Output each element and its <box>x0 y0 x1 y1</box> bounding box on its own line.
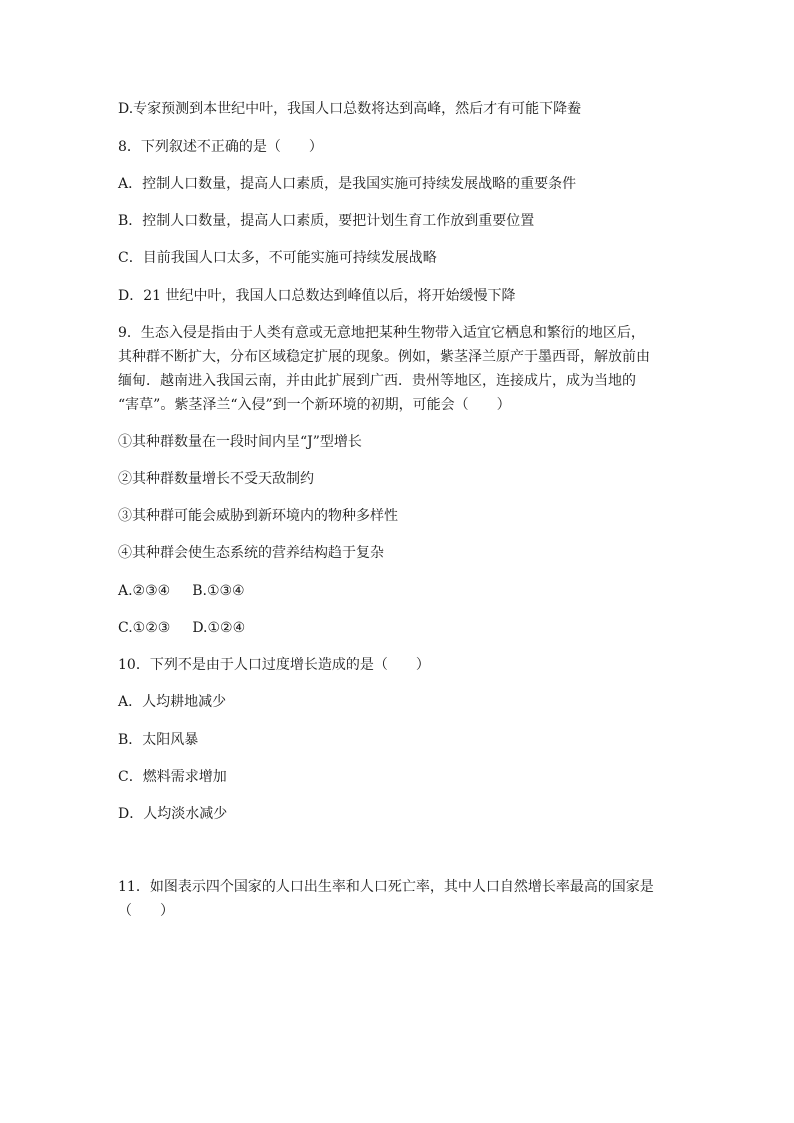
q9-option-b: B.①③④ <box>192 583 245 599</box>
q8-option-a: A．控制人口数量，提高人口素质，是我国实施可持续发展战略的重要条件 <box>118 176 577 192</box>
q10-option-a: A．人均耕地减少 <box>118 694 227 710</box>
q9-stem <box>118 321 684 417</box>
q9-option-c: C.①②③ <box>118 620 171 636</box>
q9-option-a: A.②③④ <box>118 583 171 599</box>
q10-stem: 10．下列不是由于人口过度增长造成的是（ ） <box>118 657 430 673</box>
q9-statement-1: ①其种群数量在一段时间内呈“J”型增长 <box>118 434 362 450</box>
q9-stem-line: “害草”。紫茎泽兰“入侵”到一个新环境的初期，可能会（ ） <box>118 397 511 413</box>
q10-option-c: C．燃料需求增加 <box>118 769 227 785</box>
q9-options-row-1 <box>118 579 678 603</box>
q11-stem <box>118 875 684 923</box>
q9-stem-line: 9．生态入侵是指由于人类有意或无意地把某种生物带入适宜它栖息和繁衍的地区后， <box>118 325 645 341</box>
q10-option-d: D．人均淡水减少 <box>118 806 228 822</box>
q8-option-d: D．21 世纪中叶，我国人口总数达到峰值以后，将开始缓慢下降 <box>118 288 516 304</box>
q8-option-b: B．控制人口数量，提高人口素质，要把计划生育工作放到重要位置 <box>118 213 535 229</box>
q9-option-d: D.①②④ <box>192 620 246 636</box>
q9-stem-line: 其种群不断扩大，分布区域稳定扩展的现象。例如，紫茎泽兰原产于墨西哥，解放前由 <box>118 349 650 365</box>
q9-statement-4: ④其种群会使生态系统的营养结构趋于复杂 <box>118 545 384 561</box>
q9-options-row-2 <box>118 616 678 640</box>
q8-option-c: C．目前我国人口太多，不可能实施可持续发展战略 <box>118 250 437 266</box>
q7-option-d: D.专家预测到本世纪中叶，我国人口总数将达到高峰，然后才有可能下降鲞 <box>118 101 582 117</box>
q8-stem: 8．下列叙述不正确的是（ ） <box>118 139 323 155</box>
q9-statement-2: ②其种群数量增长不受天敌制约 <box>118 471 314 487</box>
q10-option-b: B．太阳风暴 <box>118 732 199 748</box>
q9-stem-line: 缅甸．越南进入我国云南，并由此扩展到广西．贵州等地区，连接成片，成为当地的 <box>118 373 636 389</box>
q11-stem-line: （ ） <box>118 903 174 919</box>
q9-statement-3: ③其种群可能会威胁到新环境内的物种多样性 <box>118 508 398 524</box>
q11-stem-line: 11．如图表示四个国家的人口出生率和人口死亡率，其中人口自然增长率最高的国家是 <box>118 879 654 895</box>
